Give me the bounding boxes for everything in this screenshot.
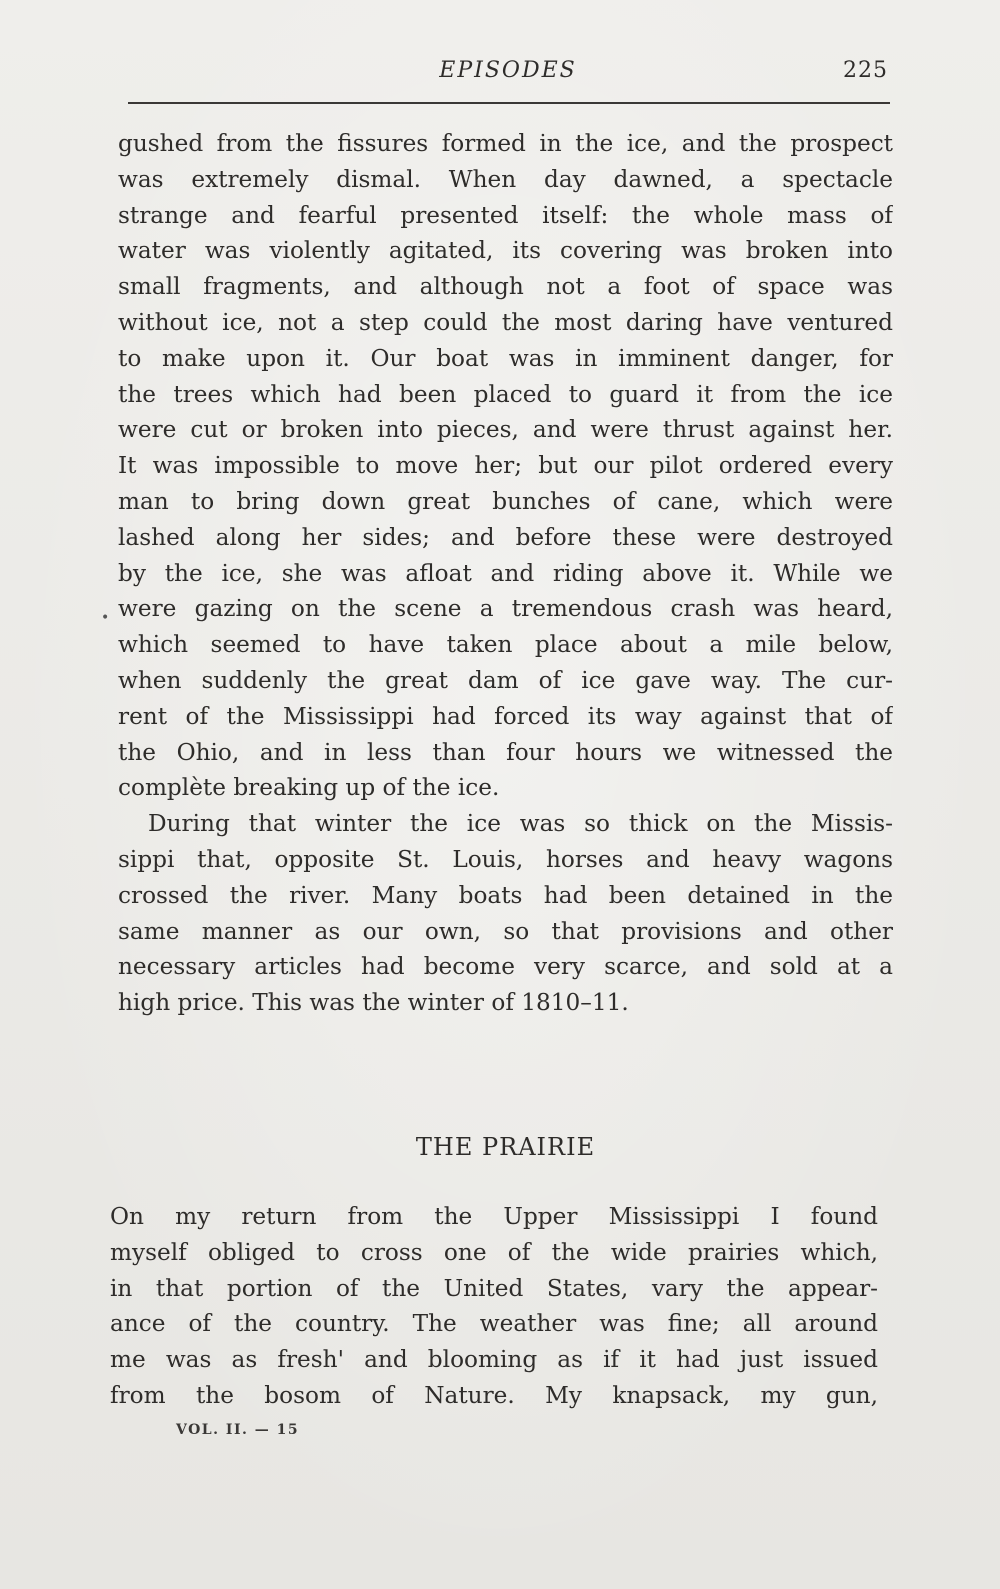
text-line: by the ice, she was afloat and riding above it. While we: [118, 559, 893, 587]
text-line: were cut or broken into pieces, and were thrust against her.: [118, 416, 893, 444]
text-line: strange and fearful presented itself: the whole mass of: [118, 201, 893, 229]
section-heading: THE PRAIRIE: [415, 1133, 596, 1161]
text-line: During that winter the ice was so thick on the Missis-: [148, 810, 893, 838]
text-line: On my return from the Upper Mississippi I found: [110, 1203, 878, 1230]
section-passage: [110, 1199, 878, 1414]
text-line: from the bosom of Nature. My knapsack, my gun,: [110, 1381, 878, 1409]
text-line: gushed from the fissures formed in the ice, and the prospect: [118, 130, 893, 157]
text-line: myself obliged to cross one of the wide prairies which,: [110, 1238, 878, 1266]
header-rule: [128, 102, 890, 104]
text-line: water was violently agitated, its covering was broken into: [118, 237, 893, 265]
text-line: small fragments, and although not a foot of space was: [118, 273, 893, 301]
text-line: rent of the Mississippi had forced its way against that of: [118, 702, 893, 730]
text-line: high price. This was the winter of 1810–11.: [118, 989, 629, 1017]
text-line: the trees which had been placed to guard it from the ice: [118, 380, 893, 408]
text-line: the Ohio, and in less than four hours we witnessed the: [118, 738, 893, 766]
text-line: without ice, not a step could the most daring have ventured: [118, 308, 893, 336]
text-line: me was as fresh' and blooming as if it had just issued: [110, 1346, 878, 1374]
text-line: which seemed to have taken place about a mile below,: [118, 631, 893, 659]
passage: [118, 126, 893, 1021]
text-line: necessary articles had become very scarce, and sold at a: [118, 953, 893, 981]
text-line: ance of the country. The weather was fine; all around: [110, 1310, 878, 1338]
volume-signature: VOL. II. — 15: [176, 1422, 300, 1438]
margin-dot: •: [101, 610, 110, 626]
text-line: was extremely dismal. When day dawned, a spectacle: [118, 165, 893, 193]
text-line: sippi that, opposite St. Louis, horses and heavy wagons: [118, 845, 893, 873]
text-line: complète breaking up of the ice.: [118, 774, 500, 802]
text-line: in that portion of the United States, vary the appear-: [110, 1274, 878, 1302]
text-line: when suddenly the great dam of ice gave way. The cur-: [118, 666, 893, 694]
text-line: It was impossible to move her; but our pilot ordered every: [118, 452, 893, 480]
text-line: same manner as our own, so that provisions and other: [118, 917, 893, 945]
text-line: were gazing on the scene a tremendous crash was heard,: [118, 595, 893, 623]
text-line: man to bring down great bunches of cane, which were: [118, 487, 893, 515]
page-number: 225: [843, 58, 888, 83]
text-line: crossed the river. Many boats had been detained in the: [118, 881, 893, 909]
text-line: lashed along her sides; and before these were destroyed: [118, 523, 893, 551]
text-line: to make upon it. Our boat was in imminent danger, for: [118, 344, 893, 372]
running-title: EPISODES: [439, 58, 577, 83]
running-head: [128, 58, 888, 92]
